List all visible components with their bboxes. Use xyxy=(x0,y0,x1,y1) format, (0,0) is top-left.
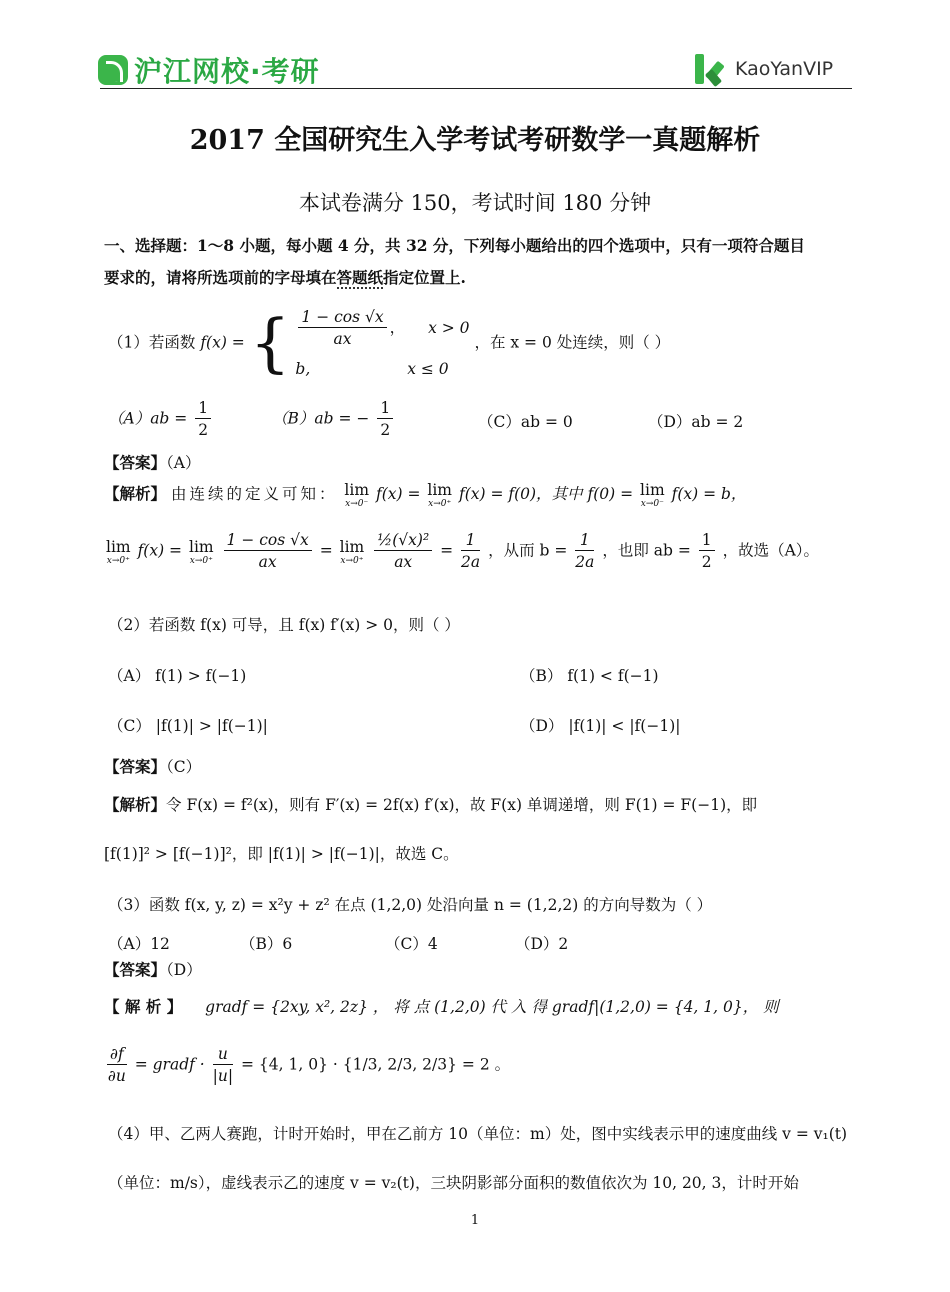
q2-option-d: （D） |f(1)| < |f(−1)| xyxy=(520,717,681,735)
q3-option-a: （A）12 xyxy=(108,935,170,953)
leaf-icon xyxy=(98,55,128,85)
q4-stem-line-2: （单位：m/s），虚线表示乙的速度 v = v₂(t)，三块阴影部分面积的数值依次为 10, 20, 3，计时开始 xyxy=(108,1174,799,1192)
section-instructions xyxy=(104,230,849,294)
k-logo-icon xyxy=(693,52,727,86)
q3-option-b: （B）6 xyxy=(240,935,293,953)
q3-stem: （3）函数 f(x, y, z) = x²y + z² 在点 (1,2,0) 处沿向量 n = (1,2,2) 的方向导数为（ ） xyxy=(108,896,713,914)
q3-option-d: （D）2 xyxy=(515,935,569,953)
page-number: 1 xyxy=(470,1213,480,1228)
q2-solution-line-2: [f(1)]² > [f(−1)]²，即 |f(1)| > |f(−1)|，故选 C。 xyxy=(104,845,459,863)
kaoyanvip-logo xyxy=(693,52,833,86)
q3-solution-line-2: $\frac{\partial f}{\partial u}$ = gradf · $\frac{u}{|u|}$ = {4, 1, 0} · {1/3, 2/3, 2/3} = 2 。 xyxy=(107,1045,511,1085)
q2-answer: 【答案】（C） xyxy=(104,757,202,776)
q1-option-a: （A）ab = $\frac{1}{2}$ xyxy=(108,398,214,441)
page-title: 2017 全国研究生入学考试考研数学一真题解析 xyxy=(189,125,761,156)
q1-option-c: （C）ab = 0 xyxy=(478,413,573,431)
kaoyanvip-brand-text: KaoYanVIP xyxy=(735,58,834,80)
q4-stem-line-1: （4）甲、乙两人赛跑，计时开始时，甲在乙前方 10（单位：m）处，图中实线表示甲的速度曲线 v = v₁(t) xyxy=(108,1125,848,1143)
section-line-2: 要求的，请将所选项前的字母填在答题纸指定位置上. xyxy=(104,268,466,287)
q1-solution-line-1: 【解析】 由连续的定义可知： lim x→0⁻ f(x) = lim x→0⁺ f(x) = f(0)，其中 f(0) = lim x→0⁻ f(x) = b， xyxy=(104,481,747,509)
q2-option-c: （C） |f(1)| > |f(−1)| xyxy=(108,717,268,735)
hujiang-brand-text: 沪江网校·考研 xyxy=(134,55,320,88)
q2-stem: （2）若函数 f(x) 可导，且 f(x) f′(x) > 0，则（ ） xyxy=(108,616,460,634)
q1-answer: 【答案】（A） xyxy=(104,453,201,472)
q1-stem: （1）若函数 f(x) = { $\frac{1 - \cos √x}{ax}$ ， x > 0 b, x ≤ 0 ，在 x = 0 处连续，则（ ） xyxy=(108,306,671,381)
q2-option-b: （B） f(1) < f(−1) xyxy=(520,667,659,685)
q3-answer: 【答案】（D） xyxy=(104,960,202,979)
section-line-1: 一、选择题：1～8 小题，每小题 4 分，共 32 分，下列每小题给出的四个选项中，只有一项符合题目 xyxy=(104,236,805,255)
q2-solution-line-1: 【解析】令 F(x) = f²(x)，则有 F′(x) = 2f(x) f′(x)，故 F(x) 单调递增，则 F(1) = F(−1)，即 xyxy=(104,795,758,814)
q3-option-c: （C）4 xyxy=(385,935,438,953)
q1-option-b: （B）ab = − $\frac{1}{2}$ xyxy=(272,398,396,441)
q3-solution-line-1: 【 解 析 】 gradf = {2xy, x², 2z} ， 将 点 (1,2,0) 代 入 得 gradf|(1,2,0) = {4, 1, 0}， 则 xyxy=(104,997,779,1016)
q1-solution-line-2: lim x→0⁺ f(x) = lim x→0⁺ $\frac{1 - \cos √x}{ax}$ = lim x→0⁺ $\frac{\text{½(√x)²}}{ax}$ = $\frac{1}{2a}$ ，从而 b = $\frac{1}{2a}$ ，也即 ab = $\frac{1}{2}$ ，故选（A）。 xyxy=(106,531,820,571)
hujiang-logo xyxy=(98,50,320,90)
header-divider xyxy=(100,88,852,89)
q2-option-a: （A） f(1) > f(−1) xyxy=(108,667,247,685)
page-subtitle: 本试卷满分 150，考试时间 180 分钟 xyxy=(298,191,652,215)
q1-option-d: （D）ab = 2 xyxy=(648,413,744,431)
